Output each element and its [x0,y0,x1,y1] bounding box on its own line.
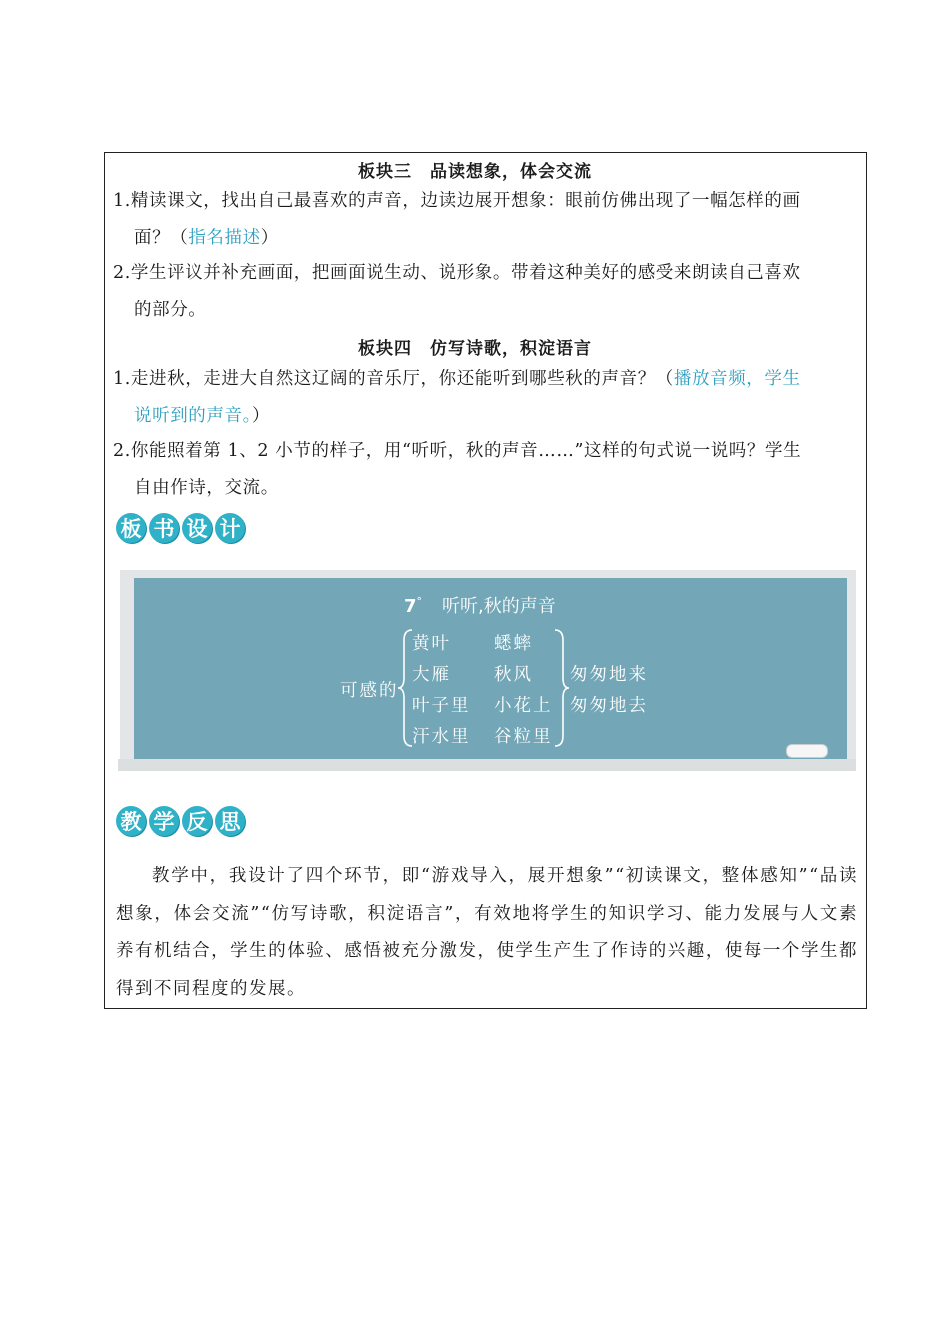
section4-item2-line2: 自由作诗，交流。 [134,478,279,498]
section3-item2-line1 [113,261,801,285]
badge-char: 设 [182,513,212,543]
board-design-badge [116,513,245,543]
eraser-icon [786,744,828,758]
item-number: 1. [113,369,131,389]
item-text: 精读课文，找出自己最喜欢的声音，边读边展开想象：眼前仿佛出现了一幅怎样的画 [130,191,801,211]
teacher-note: 说听到的声音。 [134,406,252,426]
item-text: ） [251,406,271,426]
badge-char: 教 [116,806,146,836]
badge-char: 思 [215,806,245,836]
item-text: 学生评议并补充画面，把画面说生动、说形象。带着这种美好的感受来朗读自己喜欢 [130,263,801,283]
lesson-mark: ° [416,595,423,608]
lesson-number: 7 [404,596,417,617]
reflection-paragraph: 教学中，我设计了四个环节，即“游戏导入，展开想象”“初读课文，整体感知”“品读想象，体会交流”“仿写诗歌，积淀语言”，有效地将学生的知识学习、能力发展与人文素养有机结合，学生的体验、感悟被充分激发，使学生产生了作诗的兴趣，使每一个学生都得到不同程度的发展。 [116,866,858,999]
badge-char: 反 [182,806,212,836]
section3-title: 板块三 品读想象，体会交流 [358,162,592,182]
board-col2-2: 小花上 [494,696,553,716]
badge-char: 板 [116,513,146,543]
board-col1-0: 黄叶 [412,634,451,654]
board-col1-2: 叶子里 [412,696,471,716]
section3-item2-line2: 的部分。 [134,300,207,320]
item-text: 走进秋，走进大自然这辽阔的音乐厅，你还能听到哪些秋的声音？（ [130,369,674,389]
section3-item1-line1 [113,189,801,213]
board-left-label: 可感的 [340,681,399,701]
board-col2-0: 蟋蟀 [494,634,533,654]
board-col2-3: 谷粒里 [494,727,553,747]
item-text: 面？（ [134,228,189,248]
blackboard-title [404,592,556,618]
blackboard-ledge [118,759,856,771]
item-text: 你能照着第 1、2 小节的样子，用“听听，秋的声音……”这样的句式说一说吗？学生 [130,441,802,461]
teacher-note: 指名描述 [188,228,261,248]
item-number: 2. [113,263,131,283]
board-right-0: 匆匆地来 [570,665,648,685]
section4-title: 板块四 仿写诗歌，积淀语言 [358,339,592,359]
teacher-note: 播放音频，学生 [673,369,801,389]
section3-item1-line2 [134,226,279,250]
section4-item1-line1 [113,367,801,391]
badge-char: 计 [215,513,245,543]
reflection-badge [116,806,245,836]
board-col1-3: 汗水里 [412,727,471,747]
board-col2-1: 秋风 [494,665,533,685]
item-number: 1. [113,191,131,211]
board-col1-1: 大雁 [412,665,451,685]
right-brace-icon [551,628,571,748]
section4-item1-line2 [134,404,270,428]
badge-char: 学 [149,806,179,836]
lesson-title: 听听,秋的声音 [442,596,556,617]
item-number: 2. [113,441,131,461]
board-right-1: 匆匆地去 [570,696,648,716]
section4-item2-line1 [113,439,801,463]
item-text: ） [260,228,279,248]
badge-char: 书 [149,513,179,543]
